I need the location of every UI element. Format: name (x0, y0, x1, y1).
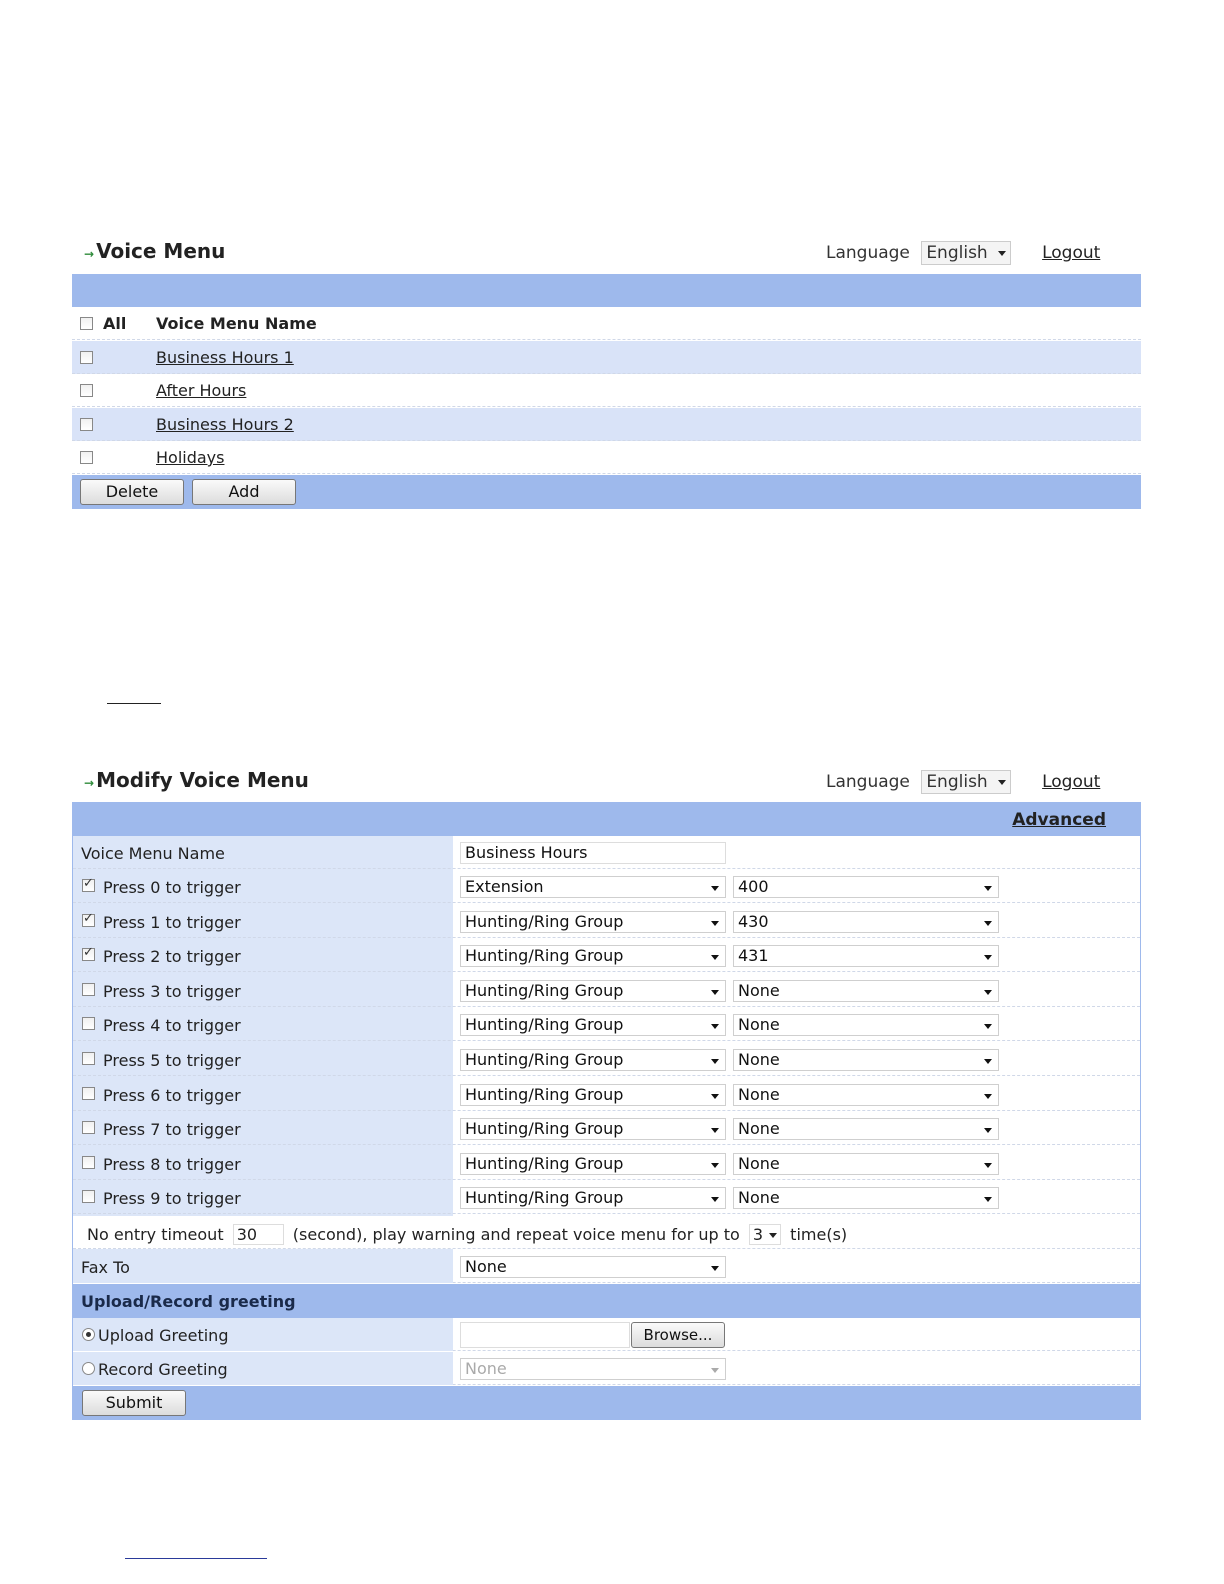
trigger-type-dropdown[interactable]: Hunting/Ring Group (460, 1118, 726, 1140)
chevron-down-icon (711, 1094, 719, 1099)
add-button[interactable]: Add (192, 479, 296, 505)
trigger-row (73, 939, 1140, 972)
upload-greeting-radio[interactable] (82, 1328, 95, 1341)
timeout-middle: (second), play warning and repeat voice menu for up to (292, 1225, 740, 1244)
table-header-row (72, 307, 1141, 340)
trigger-type-dropdown[interactable]: Hunting/Ring Group (460, 1014, 726, 1036)
trigger-target-dropdown[interactable]: None (733, 1187, 999, 1209)
voice-menu-link[interactable]: After Hours (156, 381, 247, 400)
arrow-icon: → (84, 776, 95, 790)
modify-voice-menu-title: → Modify Voice Menu (84, 768, 309, 792)
upload-greeting-label: Upload Greeting (98, 1326, 229, 1345)
table-header-bar (72, 274, 1141, 307)
voice-menu-table (72, 274, 1141, 509)
chevron-down-icon (984, 1163, 992, 1168)
voice-menu-link[interactable]: Business Hours 2 (156, 415, 294, 434)
table-footer-bar (72, 475, 1141, 509)
chevron-down-icon (998, 780, 1006, 785)
chevron-down-icon (711, 1024, 719, 1029)
table-row (72, 408, 1141, 441)
trigger-label: Press 3 to trigger (103, 981, 241, 1001)
trigger-type-dropdown[interactable]: Extension (460, 876, 726, 898)
column-header-name: Voice Menu Name (156, 314, 317, 333)
record-row (73, 1352, 1140, 1385)
trigger-target-dropdown[interactable]: None (733, 1118, 999, 1140)
chevron-down-icon (984, 955, 992, 960)
trigger-section (73, 836, 1140, 1250)
row-checkbox[interactable] (80, 384, 93, 397)
fax-row (73, 1250, 1140, 1283)
trigger-label: Press 2 to trigger (103, 947, 241, 967)
trigger-label: Press 7 to trigger (103, 1120, 241, 1140)
fax-dropdown[interactable]: None (460, 1256, 726, 1278)
trigger-target-dropdown[interactable]: 431 (733, 945, 999, 967)
trigger-row (73, 905, 1140, 938)
trigger-row (73, 1112, 1140, 1145)
trigger-checkbox[interactable] (82, 1052, 95, 1065)
language-dropdown[interactable]: English (921, 241, 1010, 265)
chevron-down-icon (984, 1128, 992, 1133)
greeting-header (73, 1284, 1140, 1318)
trigger-type-dropdown[interactable]: Hunting/Ring Group (460, 1049, 726, 1071)
trigger-checkbox[interactable] (82, 948, 95, 961)
language-selector (826, 241, 1100, 265)
trigger-row (73, 1078, 1140, 1111)
table-row (72, 341, 1141, 374)
table-row (72, 374, 1141, 407)
trigger-row (73, 1181, 1140, 1214)
trigger-label: Press 5 to trigger (103, 1051, 241, 1070)
voice-menu-name-label: Voice Menu Name (81, 844, 225, 863)
repeat-dropdown[interactable]: 3 (749, 1224, 781, 1245)
arrow-icon: → (84, 247, 95, 261)
chevron-down-icon (998, 251, 1006, 256)
chevron-down-icon (711, 886, 719, 891)
trigger-target-dropdown[interactable]: None (733, 1014, 999, 1036)
trigger-label: Press 8 to trigger (103, 1154, 241, 1174)
row-checkbox[interactable] (80, 351, 93, 364)
chevron-down-icon (711, 1368, 719, 1373)
label-cell (73, 1250, 453, 1283)
voice-menu-link[interactable]: Business Hours 1 (156, 348, 294, 367)
chevron-down-icon (984, 1024, 992, 1029)
trigger-target-dropdown[interactable]: 400 (733, 876, 999, 898)
record-greeting-dropdown: None (460, 1358, 726, 1380)
trigger-row (73, 1043, 1140, 1076)
trigger-type-dropdown[interactable]: Hunting/Ring Group (460, 945, 726, 967)
chevron-down-icon (984, 886, 992, 891)
timeout-suffix: time(s) (790, 1225, 848, 1244)
chevron-down-icon (984, 1197, 992, 1202)
trigger-checkbox[interactable] (82, 1017, 95, 1030)
language-dropdown[interactable]: English (921, 770, 1010, 794)
timeout-prefix: No entry timeout (87, 1225, 224, 1244)
logout-link[interactable]: Logout (1042, 243, 1101, 263)
trigger-checkbox[interactable] (82, 1087, 95, 1100)
greeting-header-label: Upload/Record greeting (81, 1292, 296, 1311)
trigger-target-dropdown[interactable]: None (733, 980, 999, 1002)
form-header-bar (73, 802, 1140, 836)
upload-row (73, 1318, 1140, 1351)
voice-menu-link[interactable]: Holidays (156, 448, 225, 467)
trigger-target-dropdown[interactable]: None (733, 1084, 999, 1106)
language-label: Language (826, 772, 910, 792)
all-label: All (103, 314, 127, 333)
name-row (73, 836, 1140, 869)
advanced-link[interactable]: Advanced (1012, 810, 1106, 830)
divider (125, 1558, 267, 1559)
trigger-label: Press 0 to trigger (103, 878, 241, 897)
trigger-target-dropdown[interactable]: None (733, 1153, 999, 1175)
chevron-down-icon (711, 1197, 719, 1202)
chevron-down-icon (711, 955, 719, 960)
submit-button[interactable]: Submit (82, 1390, 186, 1416)
trigger-checkbox[interactable] (82, 879, 95, 892)
trigger-checkbox[interactable] (82, 1121, 95, 1134)
trigger-type-dropdown[interactable]: Hunting/Ring Group (460, 1153, 726, 1175)
modify-form (72, 802, 1141, 1420)
divider (107, 703, 161, 704)
chevron-down-icon (984, 1094, 992, 1099)
chevron-down-icon (984, 921, 992, 926)
trigger-checkbox[interactable] (82, 983, 95, 996)
table-row (72, 441, 1141, 474)
trigger-row (73, 1008, 1140, 1041)
timeout-input[interactable]: 30 (233, 1224, 284, 1245)
trigger-checkbox[interactable] (82, 1156, 95, 1169)
timeout-row (73, 1216, 1140, 1249)
form-footer-bar (73, 1386, 1140, 1420)
trigger-label: Press 9 to trigger (103, 1189, 241, 1209)
trigger-type-dropdown[interactable]: Hunting/Ring Group (460, 911, 726, 933)
trigger-row (73, 974, 1140, 1007)
file-path-input[interactable] (460, 1322, 630, 1348)
chevron-down-icon (711, 990, 719, 995)
trigger-target-dropdown[interactable]: None (733, 1049, 999, 1071)
trigger-checkbox[interactable] (82, 914, 95, 927)
record-greeting-radio[interactable] (82, 1362, 95, 1375)
chevron-down-icon (711, 1266, 719, 1271)
chevron-down-icon (711, 1163, 719, 1168)
chevron-down-icon (984, 1059, 992, 1064)
voice-menu-title: → Voice Menu (84, 239, 226, 263)
trigger-target-dropdown[interactable]: 430 (733, 911, 999, 933)
logout-link[interactable]: Logout (1042, 772, 1101, 792)
language-label: Language (826, 243, 910, 263)
trigger-label: Press 6 to trigger (103, 1085, 241, 1105)
trigger-type-dropdown[interactable]: Hunting/Ring Group (460, 980, 726, 1002)
voice-menu-name-input[interactable]: Business Hours (460, 842, 726, 864)
trigger-checkbox[interactable] (82, 1190, 95, 1203)
row-checkbox[interactable] (80, 451, 93, 464)
row-checkbox[interactable] (80, 418, 93, 431)
chevron-down-icon (769, 1233, 777, 1238)
fax-label: Fax To (81, 1258, 130, 1277)
trigger-row (73, 870, 1140, 903)
trigger-type-dropdown[interactable]: Hunting/Ring Group (460, 1084, 726, 1106)
chevron-down-icon (711, 1059, 719, 1064)
trigger-label: Press 4 to trigger (103, 1016, 241, 1036)
chevron-down-icon (984, 990, 992, 995)
record-greeting-label: Record Greeting (98, 1360, 228, 1379)
select-all-checkbox[interactable] (80, 317, 93, 330)
trigger-label: Press 1 to trigger (103, 912, 241, 932)
browse-button[interactable]: Browse... (631, 1322, 725, 1348)
timeout-text (87, 1224, 847, 1245)
language-selector (826, 770, 1100, 794)
chevron-down-icon (711, 921, 719, 926)
trigger-row (73, 1147, 1140, 1180)
chevron-down-icon (711, 1128, 719, 1133)
delete-button[interactable]: Delete (80, 479, 184, 505)
trigger-type-dropdown[interactable]: Hunting/Ring Group (460, 1187, 726, 1209)
